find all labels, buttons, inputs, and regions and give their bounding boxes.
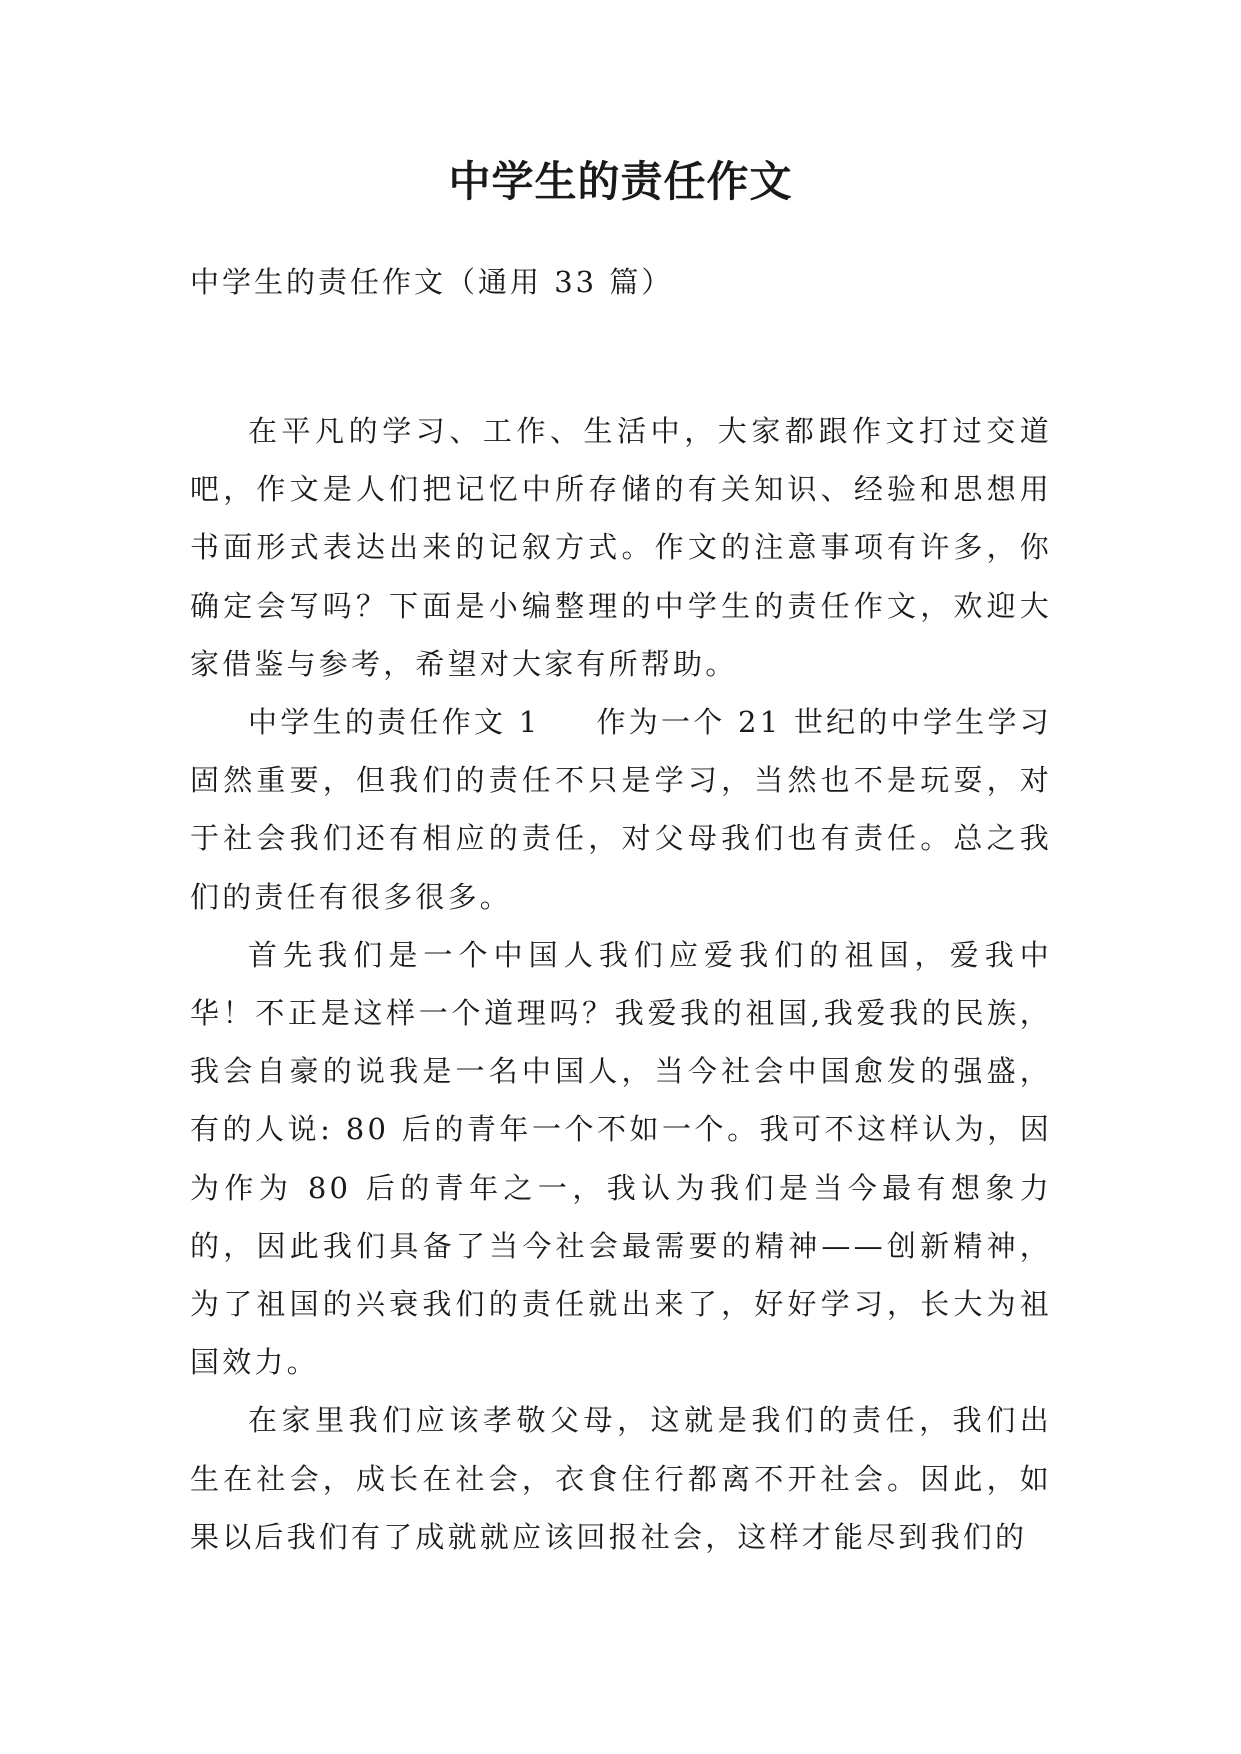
- intro-paragraph: 在平凡的学习、工作、生活中，大家都跟作文打过交道吧，作文是人们把记忆中所存储的有关知识、经验和思想用书面形式表达出来的记叙方式。作文的注意事项有许多，你确定会写吗？下面是小编整理的中学生的责任作文，欢迎大家借鉴与参考，希望对大家有所帮助。: [190, 414, 1052, 681]
- essay-1-paragraph-3: 在家里我们应该孝敬父母，这就是我们的责任，我们出生在社会，成长在社会，衣食住行都离不开社会。因此，如果以后我们有了成就就应该回报社会，这样才能尽到我们的: [190, 1403, 1052, 1554]
- essay-1-first-paragraph: [190, 693, 1052, 926]
- document-title: 中学生的责任作文: [448, 157, 793, 206]
- document-body: [190, 402, 1052, 1566]
- essay-1-heading: 中学生的责任作文 1: [248, 705, 541, 740]
- document-subtitle: 中学生的责任作文（通用 33 篇）: [190, 265, 674, 299]
- essay-1-paragraph-2: 首先我们是一个中国人我们应爱我们的祖国，爱我中华！不正是这样一个道理吗？我爱我的祖国,我爱我的民族，我会自豪的说我是一名中国人，当今社会中国愈发的强盛，有的人说: 80 后的青年一个不如一个。我可不这样认为，因为作为 80 后的青年之一，我认为我们是当今最有想象力的，因此我们具备了当今社会最需要的精神——创新精神，为了祖国的兴衰我们的责任就出来了，好好学习，长大为祖国效力。: [190, 937, 1052, 1380]
- essay-1-paragraph-1-text: 作为一个 21 世纪的中学生学习固然重要，但我们的责任不只是学习，当然也不是玩耍，对于社会我们还有相应的责任，对父母我们也有责任。总之我们的责任有很多很多。: [190, 705, 1052, 914]
